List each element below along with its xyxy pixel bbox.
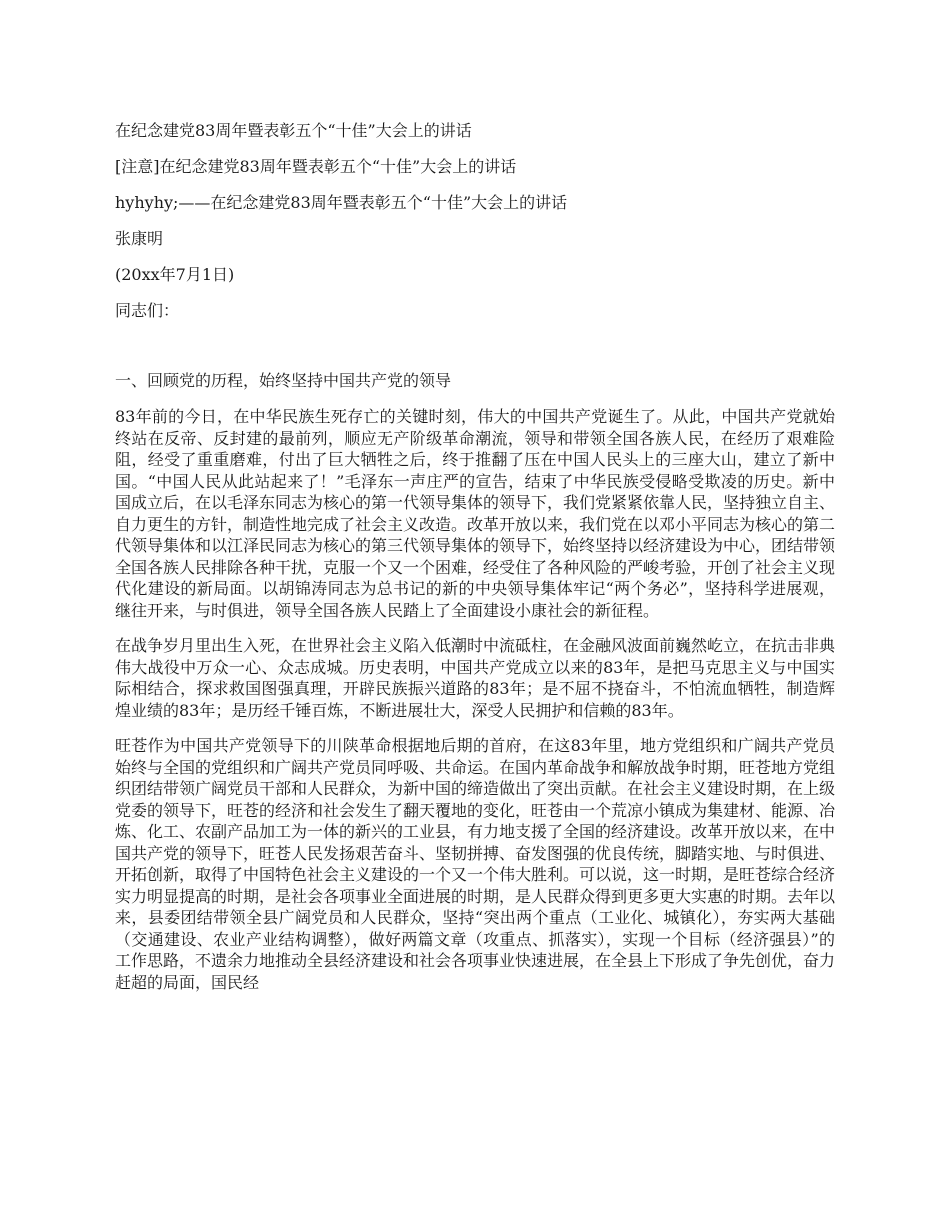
body-paragraph: 83年前的今日，在中华民族生死存亡的关键时刻，伟大的中国共产党诞生了。从此，中国共产党就始终站在反帝、反封建的最前列，顺应无产阶级革命潮流，领导和带领全国各族人民，在经历了艰难险阻，经受了重重磨难，付出了巨大牺牲之后，终于推翻了压在中国人民头上的三座大山，建立了新中国。“中国人民从此站起来了！”毛泽东一声庄严的宣告，结束了中华民族受侵略受欺凌的历史。新中国成立后，在以毛泽东同志为核心的第一代领导集体的领导下，我们党紧紧依靠人民，坚持独立自主、自力更生的方针，制造性地完成了社会主义改造。改革开放以来，我们党在以邓小平同志为核心的第二代领导集体和以江泽民同志为核心的第三代领导集体的领导下，始终坚持以经济建设为中心，团结带领全国各族人民排除各种干扰，克服一个又一个困难，经受住了各种风险的严峻考验，开创了社会主义现代化建设的新局面。以胡锦涛同志为总书记的新的中央领导集体牢记“两个务必”，坚持科学进展观，继往开来，与时俱进，领导全国各族人民踏上了全面建设小康社会的新征程。 <box>115 407 836 620</box>
section-heading: 一、回顾党的历程，始终坚持中国共产党的领导 <box>115 371 452 390</box>
document-page <box>115 120 835 1007</box>
author-name: 张康明 <box>115 229 164 248</box>
subtitle-line: hyhyhy;——在纪念建党83周年暨表彰五个“十佳”大会上的讲话 <box>115 193 568 212</box>
body-paragraph: 在战争岁月里出生入死，在世界社会主义陷入低潮时中流砥柱，在金融风波面前巍然屹立，在抗击非典伟大战役中万众一心、众志成城。历史表明，中国共产党成立以来的83年，是把马克思主义与中国实际相结合，探求救国图强真理，开辟民族振兴道路的83年；是不屈不挠奋斗，不怕流血牺牲，制造辉煌业绩的83年；是历经千锤百炼，不断进展壮大，深受人民拥护和信赖的83年。 <box>115 636 836 720</box>
note-line: [注意]在纪念建党83周年暨表彰五个“十佳”大会上的讲话 <box>115 157 517 176</box>
salutation: 同志们： <box>115 301 180 320</box>
document-title: 在纪念建党83周年暨表彰五个“十佳”大会上的讲话 <box>115 121 472 140</box>
spacer <box>115 336 835 370</box>
speech-date: (20xx年7月1日) <box>115 265 235 284</box>
body-paragraph: 旺苍作为中国共产党领导下的川陕革命根据地后期的首府，在这83年里，地方党组织和广阔共产党员始终与全国的党组织和广阔共产党员同呼吸、共命运。在国内革命战争和解放战争时期，旺苍地方党组织团结带领广阔党员干部和人民群众，为新中国的缔造做出了突出贡献。在社会主义建设时期，在上级党委的领导下，旺苍的经济和社会发生了翻天覆地的变化，旺苍由一个荒凉小镇成为集建材、能源、冶炼、化工、农副产品加工为一体的新兴的工业县，有力地支援了全国的经济建设。改革开放以来，在中国共产党的领导下，旺苍人民发扬艰苦奋斗、坚韧拼搏、奋发图强的优良传统，脚踏实地、与时俱进、开拓创新，取得了中国特色社会主义建设的一个又一个伟大胜利。可以说，这一时期，是旺苍综合经济实力明显提高的时期，是社会各项事业全面进展的时期，是人民群众得到更多更大实惠的时期。去年以来，县委团结带领全县广阔党员和人民群众，坚持“突出两个重点（工业化、城镇化），夯实两大基础（交通建设、农业产业结构调整），做好两篇文章（攻重点、抓落实），实现一个目标（经济强县）”的工作思路，不遗余力地推动全县经济建设和社会各项事业快速进展，在全县上下形成了争先创优，奋力赶超的局面，国民经 <box>115 736 836 992</box>
